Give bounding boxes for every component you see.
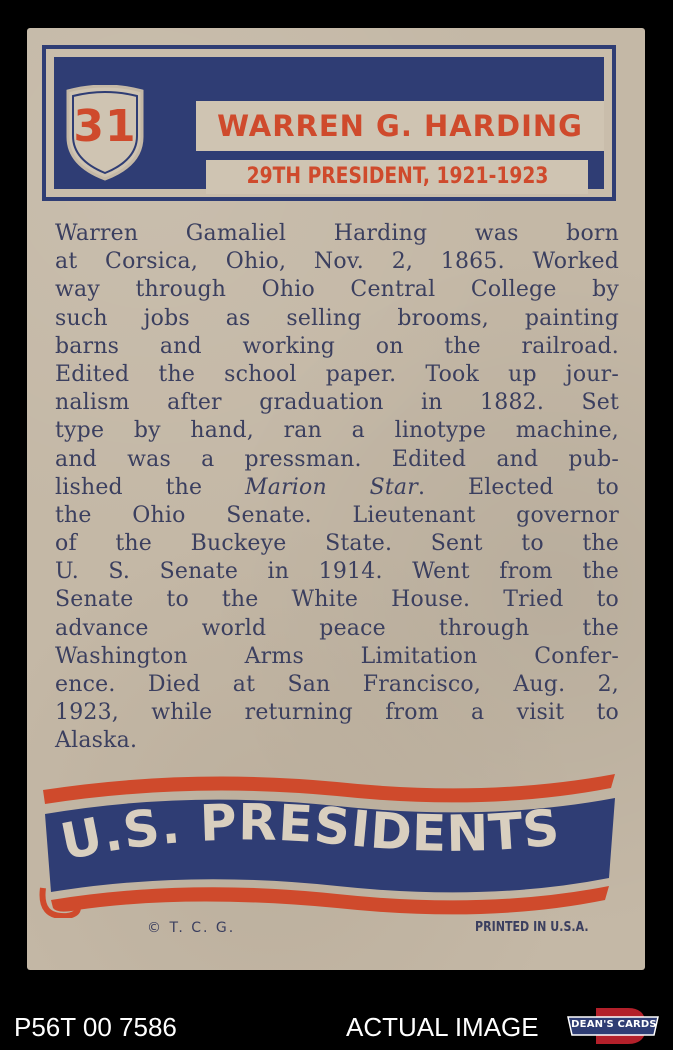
logo-text: DEAN'S CARDS [571,1019,657,1030]
printed-in-usa: PRINTED IN U.S.A. [475,920,589,935]
bio-line: at Corsica, Ohio, Nov. 2, 1865. Worked [55,249,619,275]
bio-line: Alaska. [55,728,138,754]
deans-cards-logo [566,1006,660,1046]
bio-text: lished the [55,474,246,500]
actual-image-label: ACTUAL IMAGE [346,1012,539,1042]
card-number-shield [64,85,146,181]
banner-text: U.S. PRESIDENTS [55,793,563,872]
bio-line: Warren Gamaliel Harding was born [55,221,619,246]
biography-text [55,220,619,756]
bio-line: type by hand, ran a linotype machine, [55,418,619,444]
bio-line: ence. Died at San Francisco, Aug. 2, [55,672,619,697]
term-plate [206,160,588,194]
us-presidents-banner [37,768,627,918]
name-plate [196,101,604,151]
bio-line: U. S. Senate in 1914. Went from the [55,559,619,585]
bio-line: advance world peace through the [55,615,619,641]
newspaper-title: Marion Star [245,474,418,500]
trading-card-back [27,28,645,970]
copyright-mark: © T. C. G. [147,920,236,936]
bio-line: such jobs as selling brooms, painting [55,305,619,331]
card-header [42,45,616,201]
bio-line: and was a pressman. Edited and pub- [55,446,619,472]
item-code: P56T 00 7586 [14,1012,177,1042]
bio-line: way through Ohio Central College by [55,277,619,303]
bio-line: Senate to the White House. Tried to [55,587,619,613]
bio-line: nalism after graduation in 1882. Set [55,390,619,416]
bio-line: the Ohio Senate. Lieutenant governor [55,502,619,528]
banner-ribbon [37,768,627,918]
bio-line-with-italic [55,474,619,502]
card-number: 31 [73,101,137,152]
bio-line: 1923, while returning from a visit to [55,700,619,726]
president-name: WARREN G. HARDING [217,109,583,143]
president-term: 29TH PRESIDENT, 1921-1923 [246,164,548,189]
bio-line: of the Buckeye State. Sent to the [55,531,619,557]
bio-line: barns and working on the railroad. [55,333,619,359]
bio-line: Edited the school paper. Took up jour- [55,361,619,387]
bio-line: Washington Arms Limitation Confer- [55,643,619,669]
bio-text: . Elected to [417,474,619,500]
